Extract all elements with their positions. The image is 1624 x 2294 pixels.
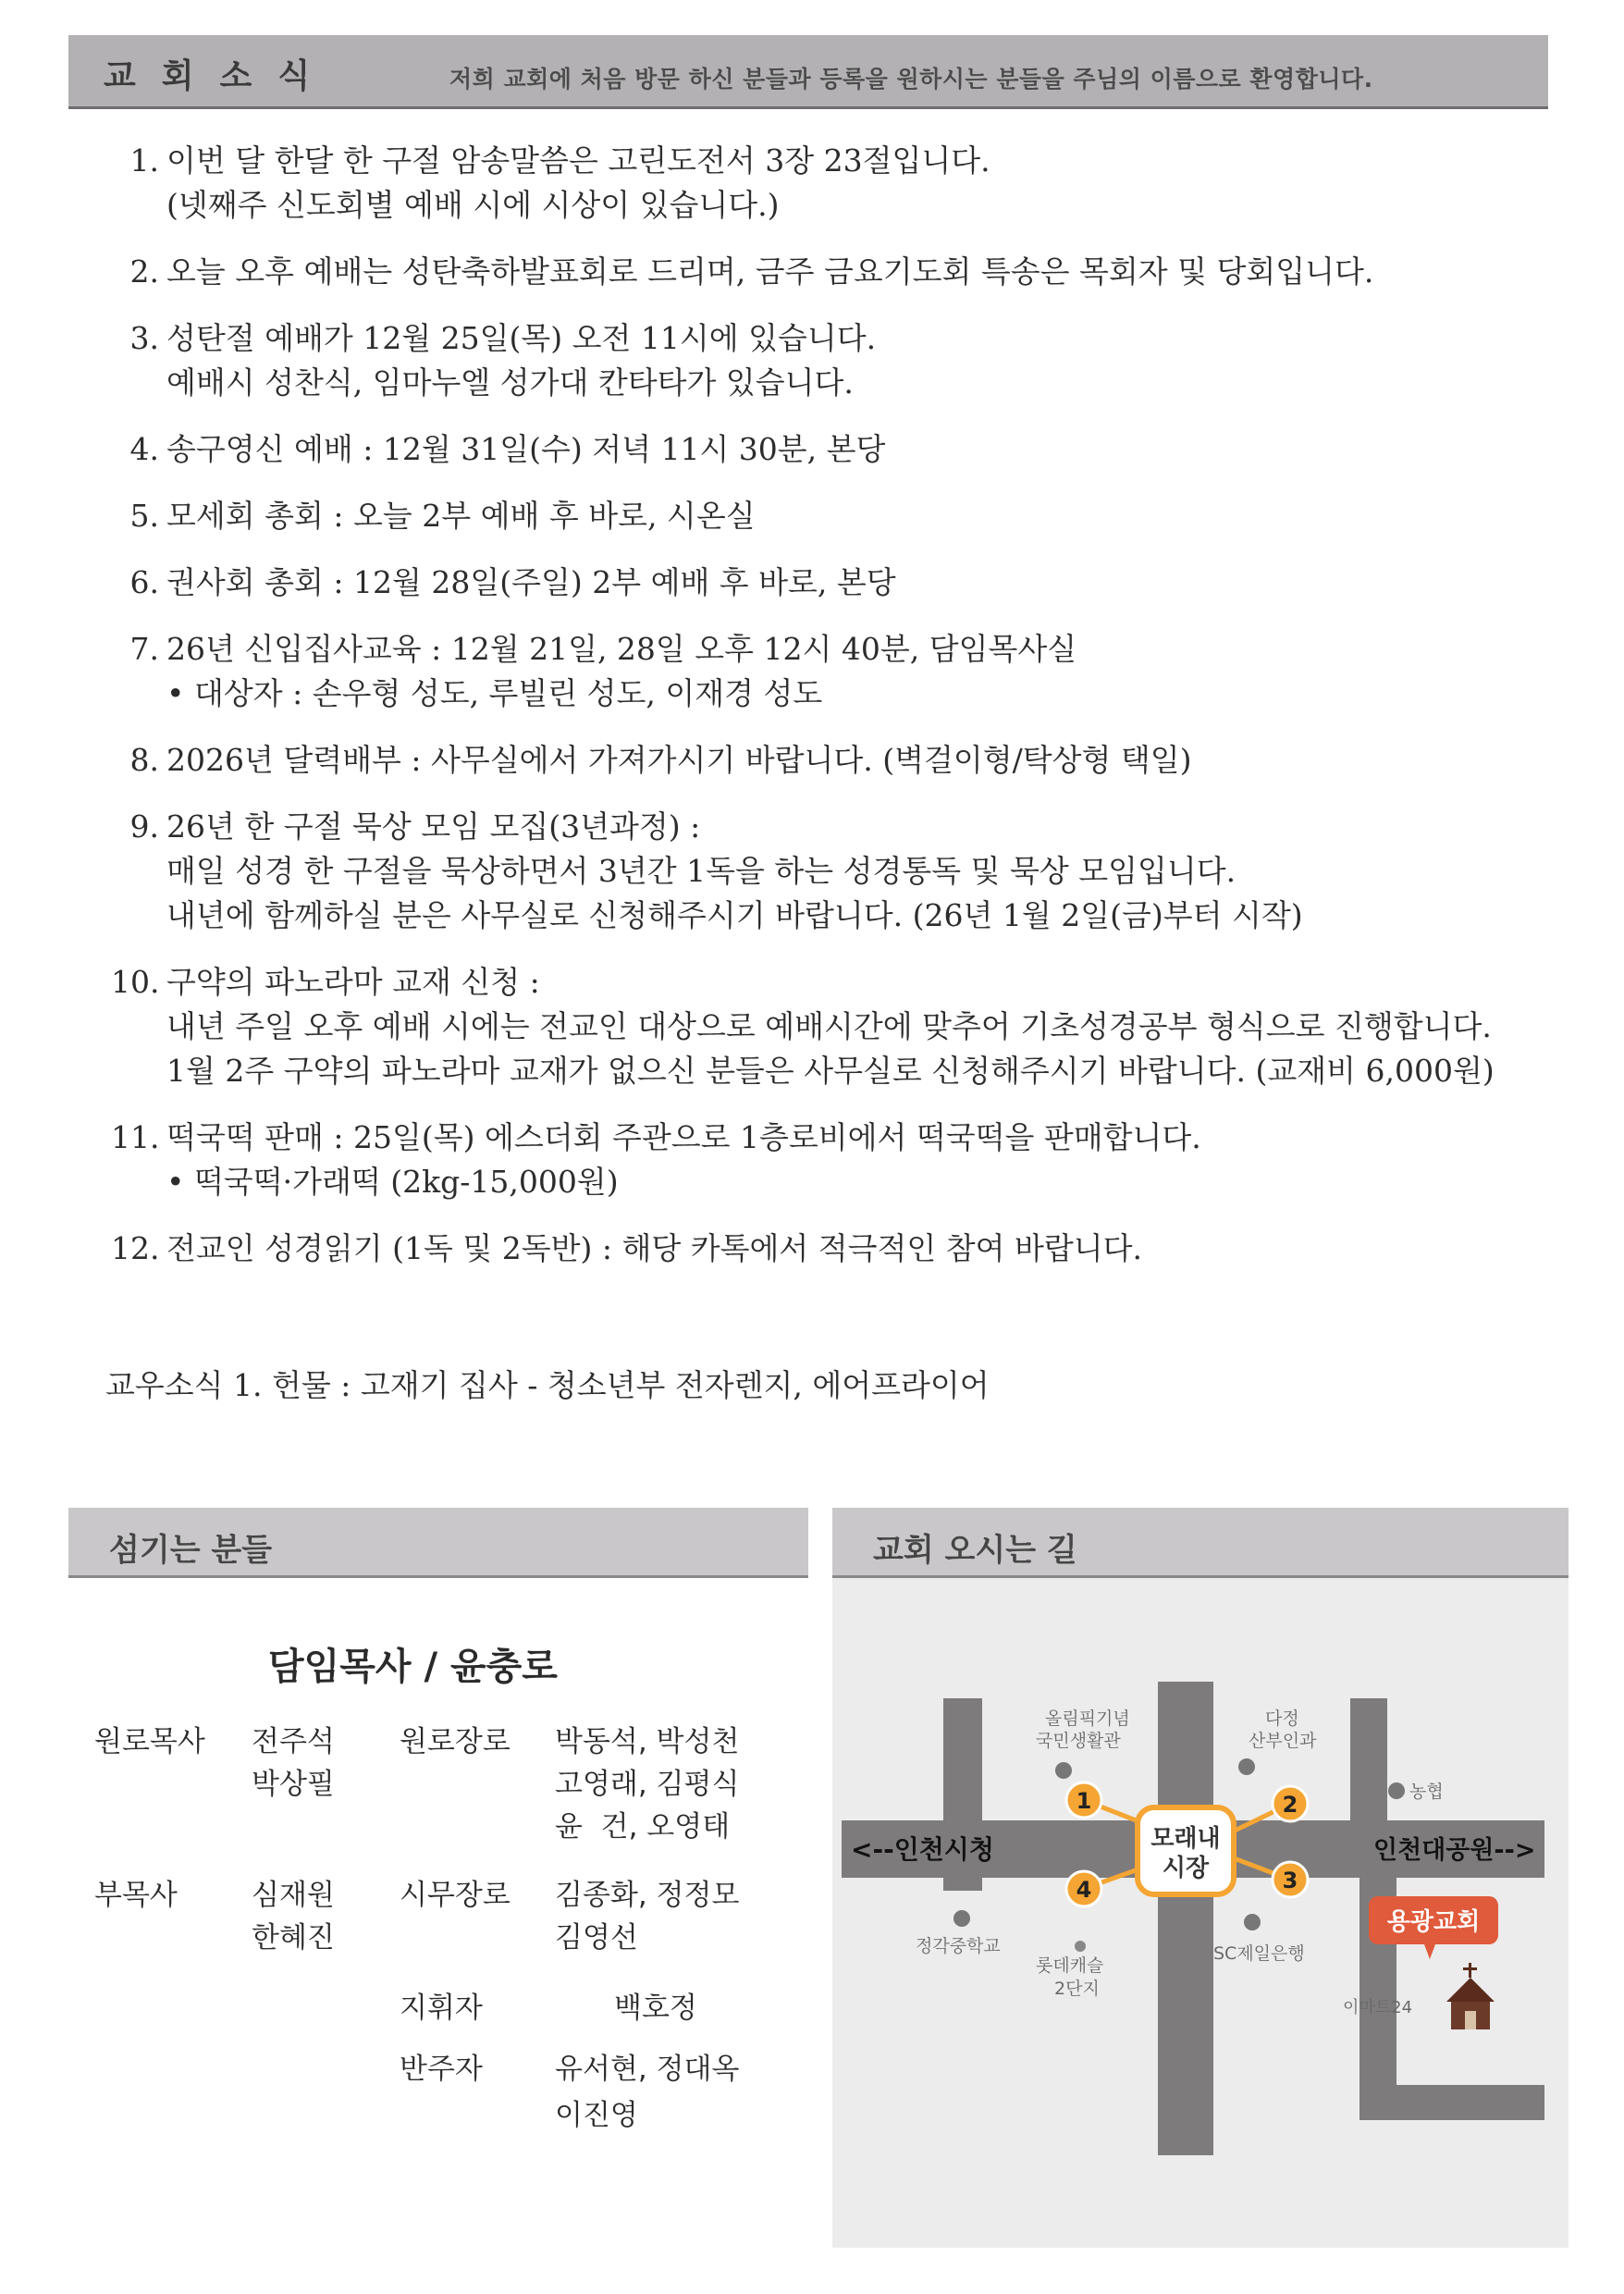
landmark-nonghyup: 농협 xyxy=(1409,1782,1444,1802)
active-elder-label: 시무장로 xyxy=(400,1879,511,1912)
road-northeast xyxy=(1350,1698,1387,1828)
welcome-message: 저희 교회에 처음 방문 하신 분들과 등록을 원하시는 분들을 주님의 이름으로 환영합니다. xyxy=(449,66,1373,92)
notice-number: 8. xyxy=(129,742,159,778)
landmark-dot xyxy=(1238,1758,1255,1775)
notice-line: 2026년 달력배부 : 사무실에서 가져가시기 바랍니다. (벽걸이형/탁상형 택일) xyxy=(166,742,1192,778)
directions-map xyxy=(832,1578,1569,2248)
notice-line: 송구영신 예배 : 12월 31일(수) 저녁 11시 30분, 본당 xyxy=(166,431,886,467)
notice-line: 예배시 성찬식, 임마누엘 성가대 칸타타가 있습니다. xyxy=(166,364,854,401)
associate-pastor-name: 한혜진 xyxy=(252,1921,335,1955)
landmark-clinic-line: 다정 xyxy=(1265,1708,1299,1729)
landmark-dot xyxy=(1388,1782,1405,1799)
emeritus-pastor-label: 원로목사 xyxy=(94,1725,205,1758)
exit-number: 2 xyxy=(1282,1792,1298,1818)
landmark-sc-bank: SC제일은행 xyxy=(1213,1943,1305,1964)
notice-number: 12. xyxy=(111,1230,160,1266)
landmark-emart: 이마트24 xyxy=(1343,1998,1413,2017)
notice-item xyxy=(111,738,1591,783)
center-market-line: 모래내 xyxy=(1150,1825,1221,1853)
notice-item xyxy=(111,139,1591,228)
left-road-label: <--인천시청 xyxy=(851,1834,994,1865)
center-market-line: 시장 xyxy=(1162,1855,1210,1882)
notice-item xyxy=(111,627,1591,716)
notice-number: 4. xyxy=(129,431,159,467)
notice-line: 내년에 함께하실 분은 사무실로 신청해주시기 바랍니다. (26년 1월 2일(금)부터 시작) xyxy=(166,897,1303,933)
notice-line: 26년 신입집사교육 : 12월 21일, 28일 오후 12시 40분, 담임목사실 xyxy=(166,631,1077,667)
notice-line: 오늘 오후 예배는 성탄축하발표회로 드리며, 금주 금요기도회 특송은 목회자 및 당회입니다. xyxy=(166,253,1374,290)
notice-item xyxy=(111,250,1591,294)
member-news: 교우소식 1. 헌물 : 고재기 집사 - 청소년부 전자렌지, 에어프라이어 xyxy=(105,1367,990,1403)
notice-number: 7. xyxy=(129,631,159,667)
staff-section-title: 섬기는 분들 xyxy=(109,1532,273,1569)
church-name: 용광교회 xyxy=(1386,1908,1481,1936)
emeritus-elder-label: 원로장로 xyxy=(400,1725,511,1758)
notice-line: 성탄절 예배가 12월 25일(목) 오전 11시에 있습니다. xyxy=(166,320,877,356)
active-elder-names: 김영선 xyxy=(555,1921,638,1955)
notice-item xyxy=(111,561,1591,605)
notice-line: 모세회 총회 : 오늘 2부 예배 후 바로, 시온실 xyxy=(166,498,756,534)
landmark-dot xyxy=(953,1910,970,1927)
notice-line: 떡국떡 판매 : 25일(목) 에스더회 주관으로 1층로비에서 떡국떡을 판매합니다. xyxy=(166,1119,1201,1155)
notice-line: 1월 2주 구약의 파노라마 교재가 없으신 분들은 사무실로 신청해주시기 바랍니다. (교재비 6,000원) xyxy=(166,1053,1495,1089)
notice-item xyxy=(111,1116,1591,1204)
senior-pastor: 담임목사 / 윤충로 xyxy=(268,1646,558,1688)
landmark-dot xyxy=(1055,1762,1072,1779)
notice-line: 구약의 파노라마 교재 신청 : xyxy=(166,964,540,1000)
accompanist-label: 반주자 xyxy=(400,2053,483,2086)
staff-section-header xyxy=(68,1508,808,1578)
notice-line: 권사회 총회 : 12월 28일(주일) 2부 예배 후 바로, 본당 xyxy=(166,564,896,600)
directions-section-header xyxy=(832,1508,1569,1578)
notice-item xyxy=(111,960,1591,1093)
exit-number: 4 xyxy=(1076,1877,1092,1903)
landmark-school: 정각중학교 xyxy=(916,1936,1001,1956)
conductor-name: 백호정 xyxy=(614,1992,697,2025)
notice-line: 전교인 성경읽기 (1독 및 2독반) : 해당 카톡에서 적극적인 참여 바랍니다. xyxy=(166,1230,1142,1266)
notice-item xyxy=(111,427,1591,472)
active-elder-names: 김종화, 정정모 xyxy=(555,1879,740,1912)
exit-number: 3 xyxy=(1282,1868,1298,1893)
landmark-olympic-line: 국민생활관 xyxy=(1036,1731,1121,1751)
notice-line: • 대상자 : 손우형 성도, 루빌린 성도, 이재경 성도 xyxy=(166,675,823,711)
landmark-lotte-line: 2단지 xyxy=(1054,1979,1100,1999)
center-market xyxy=(1138,1807,1234,1894)
map-svg xyxy=(832,1578,1569,2248)
associate-pastor-label: 부목사 xyxy=(94,1879,178,1912)
notice-list xyxy=(111,139,1591,1293)
notice-item xyxy=(111,316,1591,405)
right-road-label: 인천대공원--> xyxy=(1373,1836,1536,1865)
church-icon xyxy=(1446,1963,1495,2029)
notice-item xyxy=(111,1227,1591,1271)
directions-section-title: 교회 오시는 길 xyxy=(873,1532,1077,1569)
notice-number: 2. xyxy=(129,253,159,290)
accompanist-names: 이진영 xyxy=(555,2099,638,2132)
notice-item xyxy=(111,805,1591,938)
notice-number: 10. xyxy=(111,964,160,1000)
notice-number: 11. xyxy=(111,1119,160,1155)
emeritus-elder-names: 윤 건, 오영태 xyxy=(555,1810,731,1844)
notice-line: 이번 달 한달 한 구절 암송말씀은 고린도전서 3장 23절입니다. xyxy=(166,142,990,179)
notice-line: (넷째주 신도회별 예배 시에 시상이 있습니다.) xyxy=(166,187,780,223)
exit-number: 1 xyxy=(1076,1788,1092,1814)
emeritus-pastor-name: 박상필 xyxy=(252,1768,335,1801)
notice-item xyxy=(111,494,1591,538)
landmark-olympic-line: 올림픽기념 xyxy=(1045,1708,1130,1729)
notice-number: 6. xyxy=(129,564,159,600)
notice-line: 매일 성경 한 구절을 묵상하면서 3년간 1독을 하는 성경통독 및 묵상 모임입니다. xyxy=(166,853,1236,889)
section-title: 교회소식 xyxy=(104,57,337,95)
road-main-vertical xyxy=(1158,1682,1213,2155)
notice-line: • 떡국떡·가래떡 (2kg-15,000원) xyxy=(166,1164,619,1200)
notice-number: 3. xyxy=(129,320,159,356)
landmark-dot xyxy=(1244,1914,1261,1930)
emeritus-elder-names: 고영래, 김평식 xyxy=(555,1768,740,1801)
accompanist-names: 유서현, 정대옥 xyxy=(555,2053,740,2086)
emeritus-elder-names: 박동석, 박성천 xyxy=(555,1725,740,1758)
notice-header-bar xyxy=(68,35,1548,109)
road-south xyxy=(1359,2085,1544,2120)
landmark-dot xyxy=(1075,1941,1086,1952)
notice-line: 내년 주일 오후 예배 시에는 전교인 대상으로 예배시간에 맞추어 기초성경공부 형식으로 진행합니다. xyxy=(166,1008,1492,1044)
notice-number: 9. xyxy=(129,808,159,845)
associate-pastor-name: 심재원 xyxy=(252,1879,335,1912)
emeritus-pastor-name: 전주석 xyxy=(252,1725,335,1758)
landmark-lotte-line: 롯데캐슬 xyxy=(1036,1955,1104,1976)
notice-line: 26년 한 구절 묵상 모임 모집(3년과정) : xyxy=(166,808,701,845)
notice-number: 5. xyxy=(129,498,159,534)
notice-number: 1. xyxy=(129,142,159,179)
conductor-label: 지휘자 xyxy=(400,1992,483,2025)
landmark-clinic-line: 산부인과 xyxy=(1249,1731,1317,1751)
